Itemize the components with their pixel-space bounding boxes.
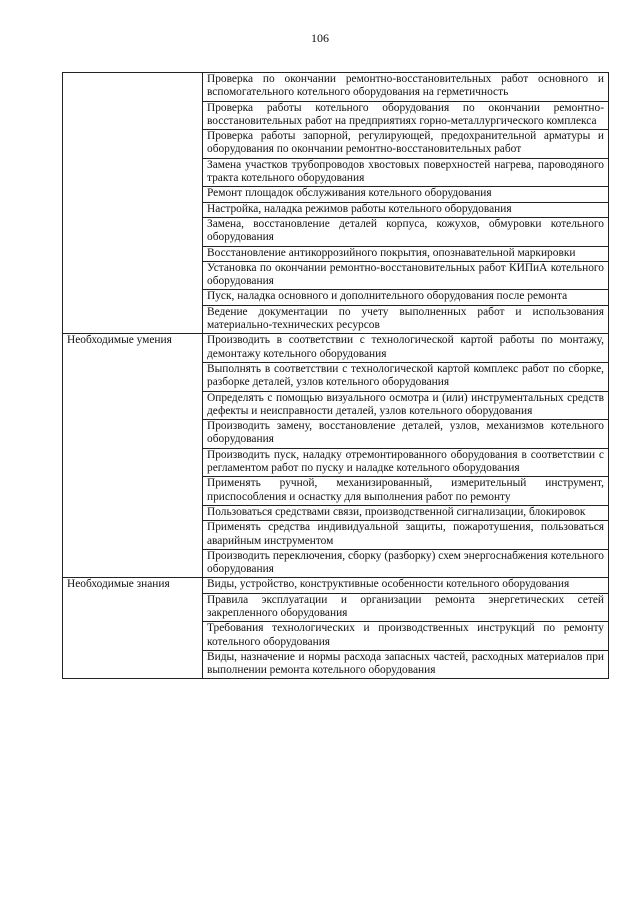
table-cell-item: Проверка по окончании ремонтно-восстановительных работ основного и вспомогательного котельного оборудования на герметичность [203,73,609,102]
table-row [63,578,609,593]
page-number: 106 [311,31,329,45]
table-cell-item: Правила эксплуатации и организации ремонта энергетических сетей закрепленного оборудования [203,593,609,622]
table-cell-item: Установка по окончании ремонтно-восстановительных работ КИПиА котельного оборудования [203,261,609,290]
table-cell-item: Замена участков трубопроводов хвостовых поверхностей нагрева, пароводяного тракта котельного оборудования [203,158,609,187]
table-cell-item: Замена, восстановление деталей корпуса, кожухов, обмуровки котельного оборудования [203,217,609,246]
table-row [63,334,609,363]
competency-table [62,72,609,679]
section-label: Необходимые знания [63,578,203,679]
table-cell-item: Виды, назначение и нормы расхода запасных частей, расходных материалов при выполнении ремонта котельного оборудования [203,650,609,679]
table-cell-item: Пользоваться средствами связи, производственной сигнализации, блокировок [203,505,609,520]
table-cell-item: Производить в соответствии с технологической картой работы по монтажу, демонтажу котельного оборудования [203,334,609,363]
table-cell-item: Пуск, наладка основного и дополнительного оборудования после ремонта [203,290,609,305]
table-cell-item: Настройка, наладка режимов работы котельного оборудования [203,202,609,217]
table-cell-item: Восстановление антикоррозийного покрытия, опознавательной маркировки [203,246,609,261]
table-cell-item: Ведение документации по учету выполненных работ и использования материально-технических ресурсов [203,305,609,334]
table-cell-item: Проверка работы запорной, регулирующей, предохранительной арматуры и оборудования по окончании ремонтно-восстановительных работ [203,130,609,159]
table-cell-item: Ремонт площадок обслуживания котельного оборудования [203,187,609,202]
table-cell-item: Производить пуск, наладку отремонтированного оборудования в соответствии с регламентом работ по пуску и наладке котельного оборудования [203,448,609,477]
table-cell-item: Виды, устройство, конструктивные особенности котельного оборудования [203,578,609,593]
table-cell-item: Производить замену, восстановление деталей, узлов, механизмов котельного оборудования [203,420,609,449]
section-label [63,73,203,334]
table-cell-item: Проверка работы котельного оборудования по окончании ремонтно-восстановительных работ на предприятиях горно-металлургического комплекса [203,101,609,130]
section-label: Необходимые умения [63,334,203,578]
table-cell-item: Производить переключения, сборку (разборку) схем энергоснабжения котельного оборудования [203,549,609,578]
table-row [63,73,609,102]
table-cell-item: Применять ручной, механизированный, измерительный инструмент, приспособления и оснастку для выполнения работ по ремонту [203,477,609,506]
table-cell-item: Требования технологических и производственных инструкций по ремонту котельного оборудования [203,622,609,651]
table-cell-item: Определять с помощью визуального осмотра и (или) инструментальных средств дефекты и неисправности деталей, узлов котельного оборудования [203,391,609,420]
competency-table-body [63,73,609,679]
table-cell-item: Применять средства индивидуальной защиты, пожаротушения, пользоваться аварийным инструментом [203,521,609,550]
table-cell-item: Выполнять в соответствии с технологической картой комплекс работ по сборке, разборке деталей, узлов котельного оборудования [203,362,609,391]
